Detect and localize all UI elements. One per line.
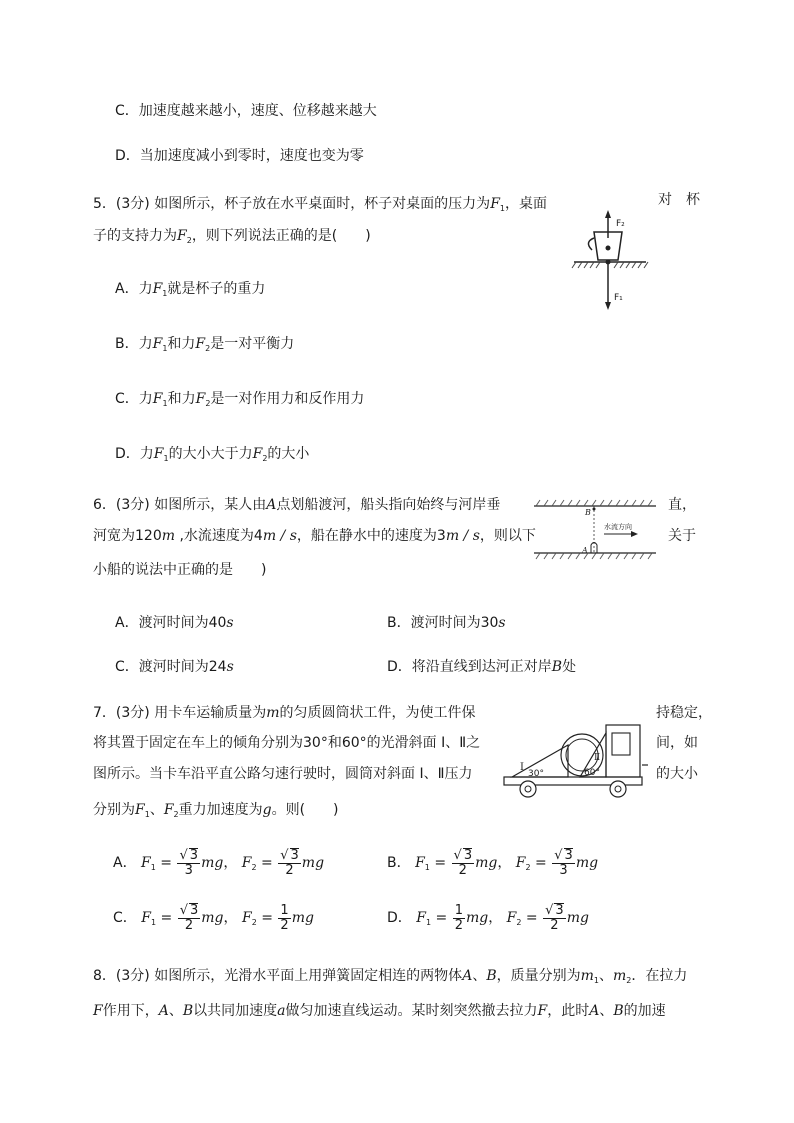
q7-stem-right3: 的大小 [656, 766, 698, 782]
q7-fig-angle-30: 30° [528, 769, 544, 779]
q7-stem-line3: 图所示。当卡车沿平直公路匀速行驶时，圆筒对斜面 Ⅰ、Ⅱ压力 [93, 766, 473, 782]
q5-option-c: C．力$F_1$和力$F_2$是一对作用力和反作用力 [115, 391, 365, 408]
q6-stem-right1: 直， [668, 497, 696, 513]
q6-stem-line3: 小船的说法中正确的是 ) [93, 562, 267, 578]
q5-fig-label-f1: F₁ [614, 293, 623, 303]
q7-option-b: B． $F_1$ = $\frac{√ 3}{2}$ mg， $F_2$ = $\frac{√ 3}{3}$ mg [387, 848, 599, 878]
q5-option-a: A．力$F_1$就是杯子的重力 [115, 281, 266, 298]
q4-option-c: C．加速度越来越小，速度、位移越来越大 [115, 103, 377, 119]
q6-option-a: A．渡河时间为40s [115, 615, 234, 631]
q6-stem-right2: 关于 [668, 528, 696, 544]
q5-fig-label-f2: F₂ [616, 219, 625, 229]
q6-river-figure [532, 496, 658, 562]
q6-stem-line1: 6．(3分) 如图所示，某人由A点划船渡河，船头指向始终与河岸垂 [93, 497, 501, 513]
q7-stem-line2: 将其置于固定在车上的倾角分别为30°和60°的光滑斜面 Ⅰ、Ⅱ之 [93, 735, 481, 751]
q7-option-d: D． $F_1$ = $\frac{1}{2}$ mg， $F_2$ = $\frac{√ 3}{2}$ mg [387, 902, 589, 933]
q7-fig-label-ii: Ⅱ [594, 753, 601, 763]
q6-option-d: D．将沿直线到达河正对岸B处 [387, 659, 577, 675]
q8-stem-line1: 8．(3分) 如图所示，光滑水平面上用弹簧固定相连的两物体A、B，质量分别为$m_1$、$m_2$．在拉力 [93, 968, 688, 985]
q6-option-c: C．渡河时间为24s [115, 659, 234, 675]
q7-option-c: C． $F_1$ = $\frac{√ 3}{2}$ mg， $F_2$ = $\frac{1}{2}$ mg [113, 902, 314, 933]
q5-stem-line2: 子的支持力为$F_2$，则下列说法正确的是( ) [93, 228, 371, 245]
q4-option-d: D．当加速度减小到零时，速度也变为零 [115, 148, 364, 164]
q7-stem-right1: 持稳定， [656, 705, 712, 721]
q5-stem-right: 对 杯 [658, 192, 700, 208]
q6-fig-flow-label: 水流方向 [604, 523, 632, 531]
q7-stem-line1: 7．(3分) 用卡车运输质量为m的匀质圆筒状工件，为使工件保 [93, 705, 476, 721]
q8-stem-line2: F作用下，A、B以共同加速度a做匀加速直线运动。某时刻突然撤去拉力F，此时A、B的加速 [93, 1003, 666, 1019]
q7-fig-angle-60: 60° [584, 768, 600, 778]
q5-option-b: B．力$F_1$和力$F_2$是一对平衡力 [115, 336, 295, 353]
q6-option-b: B．渡河时间为30s [387, 615, 506, 631]
q6-fig-label-b: B [585, 508, 591, 517]
q5-option-d: D．力$F_1$的大小大于力$F_2$的大小 [115, 446, 310, 463]
q6-fig-label-a: A [582, 546, 588, 555]
q7-stem-right2: 间，如 [656, 735, 698, 751]
q7-stem-line4: 分别为$F_1$、$F_2$重力加速度为g。则( ) [93, 802, 339, 819]
q7-truck-figure [500, 705, 652, 801]
q5-stem-line1: 5．(3分) 如图所示，杯子放在水平桌面时，杯子对桌面的压力为$F_1$，桌面 [93, 196, 547, 213]
q7-fig-label-i: Ⅰ [520, 762, 524, 773]
q7-option-a: A． $F_1$ = $\frac{√ 3}{3}$ mg， $F_2$ = $\frac{√ 3}{2}$ mg [113, 848, 325, 878]
q5-cup-figure [570, 208, 650, 312]
q6-stem-line2: 河宽为120m ,水流速度为4m / s，船在静水中的速度为3m / s，则以下 [93, 528, 536, 544]
